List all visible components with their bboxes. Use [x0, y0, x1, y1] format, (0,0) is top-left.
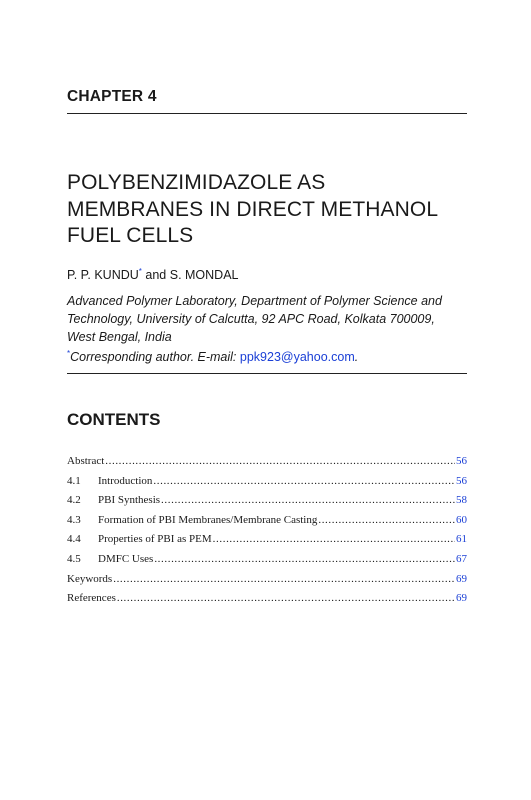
toc-entry-label: Keywords [67, 572, 113, 585]
author-connector: and [141, 268, 170, 283]
contents-heading: CONTENTS [67, 410, 161, 429]
toc-entry-label: PBI Synthesis [98, 494, 161, 507]
chapter-title [67, 170, 487, 250]
toc-page-link[interactable]: 58 [456, 494, 467, 507]
toc-section-number: 4.2 [67, 494, 81, 507]
toc-page-link[interactable]: 67 [456, 552, 467, 565]
toc-entry-label: Formation of PBI Membranes/Membrane Casting [98, 513, 318, 526]
corresponding-author-note [67, 349, 358, 364]
table-of-contents [67, 455, 467, 612]
toc-leader-dots [161, 494, 455, 506]
affiliation-line: West Bengal, India [67, 330, 172, 344]
toc-entry[interactable] [67, 455, 467, 475]
toc-entry[interactable] [67, 533, 467, 553]
toc-entry-label: Abstract [67, 455, 105, 467]
toc-entry[interactable] [67, 592, 467, 612]
toc-entry-label: Introduction [98, 474, 153, 487]
toc-page-link[interactable]: 61 [456, 533, 467, 546]
toc-entry[interactable] [67, 573, 467, 593]
toc-entry-label: References [67, 592, 116, 605]
toc-leader-dots [154, 553, 455, 565]
toc-leader-dots [318, 514, 455, 526]
toc-page-link[interactable]: 56 [456, 455, 467, 467]
chapter-label: CHAPTER 4 [67, 88, 157, 105]
toc-leader-dots [113, 573, 455, 585]
email-link[interactable]: ppk923@yahoo.com [239, 350, 355, 365]
toc-entry[interactable] [67, 514, 467, 534]
toc-leader-dots [213, 533, 455, 545]
corresponding-note-mark: * [67, 349, 71, 358]
toc-page-link[interactable]: 60 [456, 513, 467, 526]
toc-leader-dots [153, 475, 455, 487]
chapter-rule [67, 113, 467, 114]
corresponding-note-text: Corresponding author. E-mail: [70, 350, 240, 365]
corresponding-mark[interactable]: * [138, 267, 142, 276]
toc-page-link[interactable]: 69 [456, 592, 467, 605]
affiliation [67, 292, 477, 346]
toc-section-number: 4.4 [67, 533, 81, 546]
author-first: P. P. KUNDU [67, 268, 139, 283]
title-line: POLYBENZIMIDAZOLE AS [67, 171, 326, 194]
toc-page-link[interactable]: 56 [456, 474, 467, 487]
author-second: S. MONDAL [169, 268, 239, 283]
toc-leader-dots [105, 455, 455, 467]
toc-section-number: 4.3 [67, 513, 81, 526]
affiliation-line: Technology, University of Calcutta, 92 APC Road, Kolkata 700009, [67, 312, 435, 326]
title-line: FUEL CELLS [67, 224, 194, 247]
toc-leader-dots [117, 592, 455, 604]
authors-line [67, 267, 239, 282]
toc-entry[interactable] [67, 553, 467, 573]
affiliation-line: Advanced Polymer Laboratory, Department of Polymer Science and [67, 294, 442, 308]
toc-entry-label: DMFC Uses [98, 552, 154, 565]
header-rule [67, 373, 467, 374]
toc-entry[interactable] [67, 475, 467, 495]
toc-section-number: 4.5 [67, 552, 81, 565]
title-line: MEMBRANES IN DIRECT METHANOL [67, 197, 439, 221]
toc-section-number: 4.1 [67, 474, 81, 487]
toc-entry-label: Properties of PBI as PEM [98, 533, 212, 546]
corresponding-note-end: . [354, 350, 359, 365]
toc-entry[interactable] [67, 494, 467, 514]
toc-page-link[interactable]: 69 [456, 572, 467, 585]
